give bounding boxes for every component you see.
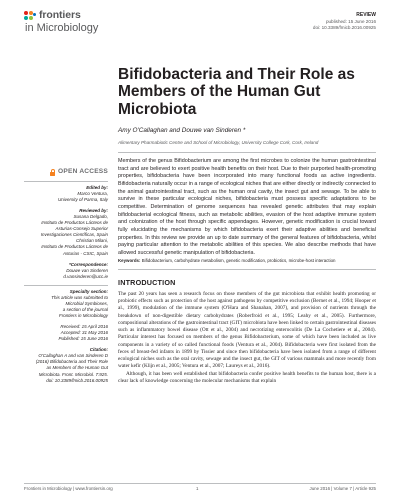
- published-date: published: 15 June 2016: [325, 18, 376, 24]
- edited-by: Marco Ventura, University of Parma, Italy: [57, 190, 108, 203]
- accepted-date: Accepted: 31 May 2016: [60, 330, 108, 336]
- article-type: REVIEW: [356, 12, 376, 18]
- divider: [118, 152, 376, 153]
- intro-body: [118, 291, 376, 385]
- footer-journal-link[interactable]: Frontiers in Microbiology | www.frontiersin.org: [24, 486, 113, 491]
- affiliation: Alimentary Pharmabiotic Centre and School of Microbiology, University College Cork, Cork, Ireland: [118, 140, 319, 145]
- keywords: [118, 258, 376, 264]
- correspondence: Douwe van Sinderen d.vansinderen@ucc.ie: [63, 267, 108, 279]
- intro-paragraph: The past 20 years has seen a research focus on those members of the gut microbiota that exhibit health promoting or probiotic effects such as protection of the host against pathogens by competitive exclusion (Bernet et al., 1994; Hooper et al., 1999), modulation of the immune system (O'Hara and Shanahan, 2007), and provision of nutrients through the breakdown of non-digestible dietary carbohydrates (Roberfroid et al., 1995; Leahy et al., 2005). Furthermore, compositional alterations of the gastrointestinal tract (GIT) microbiota have been linked to certain gastrointestinal diseases such as inflammatory bowel disease (Ott et al., 2004) and necrotizing enterocolitis (De La Cochetiere et al., 2004). Particular interest has focused on members of the genus Bifidobacterium, some of which have been included as live components in a variety of so called functional foods (Ventura et al., 2004). Bifidobacteria were first isolated from the feces of breast-fed infants in 1899 by Tissier and since then bifidobacteria have been isolated from a range of different ecological niches such as the oral cavity, sewage and the insect gut, the GIT of various mammals and more recently from water kefir (Klijn et al., 2005; Ventura et al., 2007; Laureys et al., 2016).: [118, 291, 376, 370]
- authors: Amy O'Callaghan and Douwe van Sinderen *: [118, 127, 246, 134]
- reviewed-by-label: Reviewed by:: [79, 208, 108, 214]
- journal-name: in Microbiology: [25, 21, 99, 34]
- citation: O'Callaghan A and van Sinderen D (2016) Bifidobacteria and Their Role as Members of the Human Gut Microbiota. Front. Microbiol. 7:925. doi: 10.3389/fmicb.2016.00925: [35, 353, 108, 383]
- section-heading: INTRODUCTION: [118, 278, 176, 287]
- citation-label: Citation:: [89, 347, 108, 353]
- specialty-label: Specialty section:: [69, 288, 108, 294]
- footer-volume: June 2016 | Volume 7 | Article 925: [309, 486, 376, 491]
- divider: [24, 181, 108, 182]
- abstract: Members of the genus Bifidobacterium are among the first microbes to colonize the human gastrointestinal tract and are believed to exert positive health benefits on their host. Due to their purported health-promoting properties, bifidobacteria have been incorporated into many functional foods as active ingredients. Bifidobacteria naturally occur in a range of ecological niches that are either directly or indirectly connected to the animal gastrointestinal tract, such as the human oral cavity, the insect gut and sewage. To be able to survive in these particular ecological niches, bifidobacteria must possess specific adaptations to be competitive. Determination of genome sequences has revealed genetic attributes that may explain bifidobacterial ecological fitness, such as metabolic abilities, evasion of the host adaptive immune system and colonization of the host through specific appendages. However, genetic modification is crucial toward fully elucidating the mechanisms by which bifidobacteria exert their adaptive abilities and beneficial properties. In this review we provide an up to date summary of the general features of bifidobacteria, whilst paying particular attention to the metabolic abilities of this species. We also describe methods that have allowed successful genetic manipulation of bifidobacteria.: [118, 158, 376, 257]
- brand-name: frontiers: [39, 9, 81, 21]
- page-number: 1: [196, 486, 199, 491]
- open-lock-icon: [50, 169, 55, 176]
- open-access-label: OPEN ACCESS: [58, 168, 108, 175]
- frontiers-logo-icon: [24, 11, 36, 23]
- keywords-list: Bifidobacterium, carbohydrate metabolism, genetic modification, probiotics, microbe-host interaction: [141, 258, 336, 263]
- published-date-side: Published: 15 June 2016: [58, 336, 108, 342]
- article-meta: [313, 12, 376, 31]
- correspondence-label: *Correspondence:: [68, 261, 108, 267]
- sidebar: [24, 168, 108, 389]
- received-date: Received: 15 April 2016: [60, 324, 108, 330]
- open-access-badge: [24, 168, 108, 177]
- reviewed-by: Susana Delgado, Instituto de Productos Lácteos de Asturias-Consejo Superior Investigaciones Científicas, Spain Christian Milani, Instituto de Productos Lácteos de Asturias - CSIC, Spain: [40, 214, 108, 256]
- article-title: Bifidobacteria and Their Role as Members of the Human Gut Microbiota: [118, 66, 355, 118]
- page-header: [24, 10, 376, 44]
- intro-paragraph: Although, it has been well established that bifidobacteria confer positive health benefits to the human host, there is a clear lack of knowledge concerning the molecular mechanisms that explain: [118, 370, 376, 384]
- frontiers-logo: [24, 10, 98, 34]
- specialty: This article was submitted to Microbial Symbioses, a section of the journal Frontiers in Microbiology: [51, 294, 108, 319]
- divider: [24, 483, 376, 484]
- doi: doi: 10.3389/fmicb.2016.00925: [312, 24, 376, 30]
- divider: [118, 269, 376, 270]
- divider: [24, 285, 108, 286]
- keywords-label: Keywords:: [118, 258, 141, 263]
- edited-by-label: Edited by:: [86, 184, 108, 190]
